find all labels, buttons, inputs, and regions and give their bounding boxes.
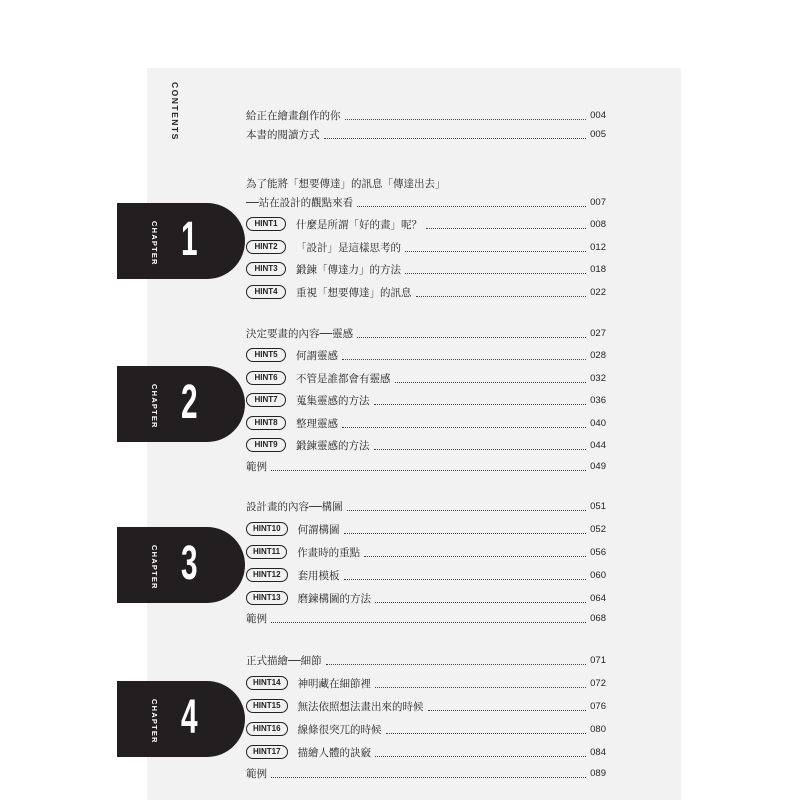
entry-title: 鍛鍊「傳達力」的方法 xyxy=(296,263,401,276)
chapter-1-heading xyxy=(246,173,606,193)
chapter-1-title-entry[interactable] xyxy=(246,192,606,212)
leader-dots xyxy=(405,265,586,274)
page-number: 027 xyxy=(590,327,606,339)
leader-dots xyxy=(426,220,586,229)
page-number: 036 xyxy=(590,394,606,406)
chapter-3-tab-number: 3 xyxy=(181,537,198,590)
toc-entry-intro-2[interactable] xyxy=(246,124,606,144)
toc-entry-hint16[interactable] xyxy=(246,719,606,739)
hint-badge: HINT8 xyxy=(246,416,286,430)
toc-entry-example-4[interactable] xyxy=(246,763,606,783)
toc-entry-hint13[interactable] xyxy=(246,588,606,608)
toc-entry-hint5[interactable] xyxy=(246,345,606,365)
leader-dots xyxy=(344,525,587,534)
page-number: 028 xyxy=(590,349,606,361)
leader-dots xyxy=(324,130,587,139)
entry-title: 決定要畫的內容──靈感 xyxy=(246,327,354,340)
entry-title: 何謂構圖 xyxy=(297,523,340,536)
entry-title: 正式描繪──細節 xyxy=(246,654,322,667)
page-number: 064 xyxy=(590,592,606,604)
leader-dots xyxy=(416,288,587,297)
hint-badge: HINT4 xyxy=(246,285,286,299)
entry-title: 重視「想要傳達」的訊息 xyxy=(296,286,412,299)
page-number: 068 xyxy=(590,612,606,624)
page-number: 052 xyxy=(590,523,606,535)
entry-title: 整理靈感 xyxy=(296,417,338,430)
entry-title: 本書的閱讀方式 xyxy=(246,128,320,141)
page-number: 072 xyxy=(590,677,606,689)
chapter-4-tab-number: 4 xyxy=(181,691,198,744)
toc-entry-hint1[interactable] xyxy=(246,214,606,234)
leader-dots xyxy=(386,725,587,734)
leader-dots xyxy=(357,329,586,338)
chapter-heading-text: 為了能將「想要傳達」的訊息「傳達出去」 xyxy=(246,177,446,190)
toc-entry-hint12[interactable] xyxy=(246,565,606,585)
toc-entry-hint6[interactable] xyxy=(246,368,606,388)
toc-entry-hint4[interactable] xyxy=(246,282,606,302)
chapter-4-tab-label: CHAPTER xyxy=(150,699,159,744)
hint-badge: HINT9 xyxy=(246,438,286,452)
entry-title: 描繪人體的訣竅 xyxy=(297,746,372,759)
leader-dots xyxy=(405,243,586,252)
page-number: 032 xyxy=(590,372,606,384)
chapter-3-title-entry[interactable] xyxy=(246,496,606,516)
leader-dots xyxy=(342,351,586,360)
page-number: 040 xyxy=(590,417,606,429)
entry-title: 範例 xyxy=(246,460,267,473)
page-number: 022 xyxy=(590,286,606,298)
entry-title: ──站在設計的觀點來看 xyxy=(246,196,354,209)
entry-title: 「設計」是這樣思考的 xyxy=(296,241,401,254)
chapter-2-tab xyxy=(117,366,245,442)
leader-dots xyxy=(271,462,586,471)
chapter-1-tab xyxy=(117,203,245,279)
chapter-3-tab-label: CHAPTER xyxy=(150,545,159,590)
page-number: 007 xyxy=(590,196,606,208)
leader-dots xyxy=(357,198,586,207)
entry-title: 無法依照想法畫出來的時候 xyxy=(297,700,424,713)
entry-title: 蒐集靈感的方法 xyxy=(296,394,370,407)
toc-entry-hint14[interactable] xyxy=(246,673,606,693)
page-number: 076 xyxy=(590,700,606,712)
hint-badge: HINT14 xyxy=(246,676,288,690)
hint-badge: HINT16 xyxy=(246,722,288,736)
leader-dots xyxy=(364,548,586,557)
toc-entry-hint9[interactable] xyxy=(246,435,606,455)
toc-entry-hint17[interactable] xyxy=(246,742,606,762)
entry-title: 不管是誰都會有靈感 xyxy=(296,372,391,385)
entry-title: 什麼是所謂「好的畫」呢？ xyxy=(296,218,422,231)
chapter-1-tab-label: CHAPTER xyxy=(150,221,159,266)
hint-badge: HINT7 xyxy=(246,393,286,407)
leader-dots xyxy=(374,441,587,450)
leader-dots xyxy=(374,396,587,405)
leader-dots xyxy=(395,374,587,383)
hint-badge: HINT12 xyxy=(246,568,288,582)
leader-dots xyxy=(271,769,586,778)
entry-title: 鍛鍊靈感的方法 xyxy=(296,439,370,452)
entry-title: 範例 xyxy=(246,767,267,780)
chapter-4-title-entry[interactable] xyxy=(246,650,606,670)
page-number: 089 xyxy=(590,767,606,779)
hint-badge: HINT5 xyxy=(246,348,286,362)
page-number: 049 xyxy=(590,460,606,472)
contents-label: CONTENTS xyxy=(170,82,180,141)
toc-entry-hint11[interactable] xyxy=(246,542,606,562)
leader-dots xyxy=(344,571,587,580)
page-number: 012 xyxy=(590,241,606,253)
entry-title: 線條很突兀的時候 xyxy=(297,723,382,736)
entry-title: 給正在繪畫創作的你 xyxy=(246,109,341,122)
leader-dots xyxy=(271,614,586,623)
entry-title: 神明藏在細節裡 xyxy=(297,677,372,690)
page-number: 060 xyxy=(590,569,606,581)
chapter-3-tab xyxy=(117,527,245,603)
page-number: 084 xyxy=(590,746,606,758)
page-number: 056 xyxy=(590,546,606,558)
hint-badge: HINT11 xyxy=(246,545,287,559)
toc-entry-hint7[interactable] xyxy=(246,390,606,410)
page-number: 008 xyxy=(590,218,606,230)
toc-entry-hint2[interactable] xyxy=(246,237,606,257)
page-number: 004 xyxy=(590,109,606,121)
leader-dots xyxy=(326,656,586,665)
entry-title: 作畫時的重點 xyxy=(297,546,361,559)
hint-badge: HINT17 xyxy=(246,745,288,759)
page-number: 080 xyxy=(590,723,606,735)
hint-badge: HINT1 xyxy=(246,217,286,231)
leader-dots xyxy=(345,111,587,120)
entry-title: 何謂靈感 xyxy=(296,349,338,362)
page-number: 005 xyxy=(590,128,606,140)
hint-badge: HINT10 xyxy=(246,522,288,536)
chapter-2-tab-number: 2 xyxy=(181,376,198,429)
entry-title: 磨鍊構圖的方法 xyxy=(297,592,372,605)
leader-dots xyxy=(375,748,586,757)
page-number: 018 xyxy=(590,263,606,275)
hint-badge: HINT3 xyxy=(246,262,286,276)
toc-entry-hint8[interactable] xyxy=(246,413,606,433)
hint-badge: HINT6 xyxy=(246,371,286,385)
entry-title: 設計畫的內容──構圖 xyxy=(246,500,343,513)
page-number: 051 xyxy=(590,500,606,512)
chapter-2-title-entry[interactable] xyxy=(246,323,606,343)
toc-entry-hint3[interactable] xyxy=(246,259,606,279)
hint-badge: HINT15 xyxy=(246,699,288,713)
leader-dots xyxy=(428,702,587,711)
leader-dots xyxy=(375,679,586,688)
toc-entry-intro-1[interactable] xyxy=(246,105,606,125)
leader-dots xyxy=(347,502,586,511)
toc-entry-example-3[interactable] xyxy=(246,608,606,628)
entry-title: 套用模板 xyxy=(297,569,340,582)
leader-dots xyxy=(375,594,586,603)
chapter-4-tab xyxy=(117,681,245,757)
hint-badge: HINT13 xyxy=(246,591,288,605)
page-number: 044 xyxy=(590,439,606,451)
toc-entry-hint10[interactable] xyxy=(246,519,606,539)
page-number: 071 xyxy=(590,654,606,666)
hint-badge: HINT2 xyxy=(246,240,286,254)
toc-entry-example-2[interactable] xyxy=(246,456,606,476)
entry-title: 範例 xyxy=(246,612,267,625)
toc-entry-hint15[interactable] xyxy=(246,696,606,716)
chapter-1-tab-number: 1 xyxy=(181,213,198,266)
chapter-2-tab-label: CHAPTER xyxy=(150,384,159,429)
leader-dots xyxy=(342,419,586,428)
